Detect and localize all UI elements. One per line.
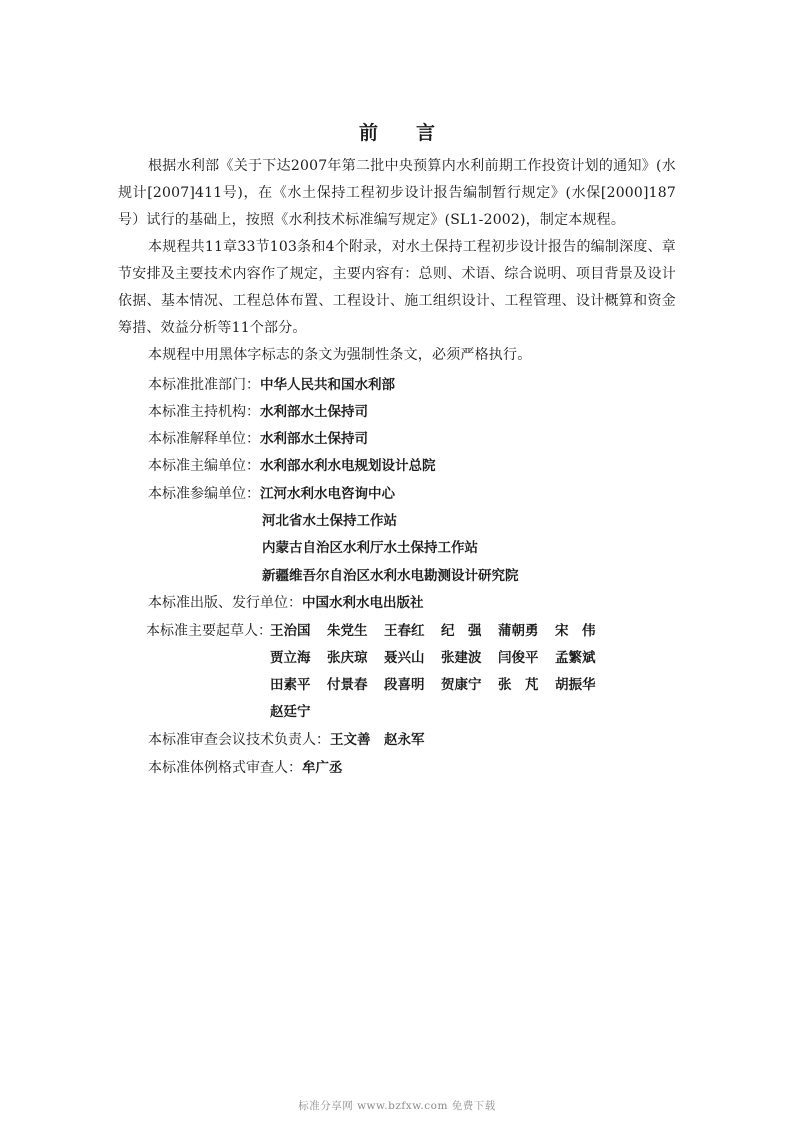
- drafter-name: 蒲朝勇: [498, 623, 539, 639]
- drafter-name: 付景春: [327, 677, 368, 693]
- participants-row: [148, 481, 395, 508]
- chief-editor-label: 本标准主编单位：: [148, 458, 260, 474]
- title-char-2: 言: [416, 122, 436, 144]
- participant-unit: 河北省水土保持工作站: [262, 513, 397, 529]
- drafter-name: 王春红: [384, 623, 425, 639]
- drafters-line: [270, 645, 612, 672]
- title-char-1: 前: [358, 122, 378, 144]
- footer-watermark: 标准分享网 www.bzfxw.com 免费下载: [298, 1100, 496, 1112]
- publisher-value: 中国水利水电出版社: [302, 595, 424, 611]
- drafter-name: 贺康宁: [441, 677, 482, 693]
- participant-unit: 新疆维吾尔自治区水利水电勘测设计研究院: [262, 568, 519, 584]
- page-title: [0, 118, 794, 145]
- paragraph-scope: 本规程共11章33节103条和4个附录，对水土保持工程初步设计报告的编制深度、章节安排及主要技术内容作了规定，主要内容有：总则、术语、综合说明、项目背景及设计依据、基本情况、工程总体布置、工程设计、施工组织设计、工程管理、设计概算和资金筹措、效益分析等11个部分。: [118, 239, 676, 336]
- format-reviewer-value: 牟广丞: [302, 760, 343, 776]
- drafters-line: [270, 699, 612, 726]
- drafter-name: 朱党生: [327, 623, 368, 639]
- drafter-name: 闫俊平: [498, 650, 539, 666]
- interpretation-value: 水利部水土保持司: [260, 431, 368, 447]
- approval-label: 本标准批准部门：: [148, 377, 260, 393]
- drafter-name: 田素平: [270, 677, 311, 693]
- format-reviewer-row: [148, 755, 343, 782]
- drafter-name: 段喜明: [384, 677, 425, 693]
- drafter-name: 赵廷宁: [270, 704, 311, 720]
- drafters-line: [270, 672, 612, 699]
- participant-unit: 江河水利水电咨询中心: [260, 486, 395, 502]
- host-row: [148, 399, 368, 426]
- publisher-label: 本标准出版、发行单位：: [148, 595, 302, 611]
- drafter-name: 王治国: [270, 623, 311, 639]
- review-lead-value: 王文善 赵永军: [330, 732, 425, 748]
- participants-label: 本标准参编单位：: [148, 486, 260, 502]
- publisher-row: [148, 590, 424, 617]
- drafter-name: 贾立海: [270, 650, 311, 666]
- drafters-list: [270, 618, 612, 726]
- review-lead-row: [148, 727, 425, 754]
- drafter-name: 张 芃: [498, 677, 539, 693]
- chief-editor-value: 水利部水利水电规划设计总院: [260, 458, 436, 474]
- chief-editor-row: [148, 453, 436, 480]
- drafter-name: 孟繁斌: [555, 650, 596, 666]
- review-lead-label: 本标准审查会议技术负责人：: [148, 732, 330, 748]
- host-label: 本标准主持机构：: [148, 404, 260, 420]
- drafter-name: 胡振华: [555, 677, 596, 693]
- drafter-name: 宋 伟: [555, 623, 596, 639]
- approval-value: 中华人民共和国水利部: [260, 377, 395, 393]
- drafters-line: [270, 618, 612, 645]
- drafter-name: 张庆琼: [327, 650, 368, 666]
- host-value: 水利部水土保持司: [260, 404, 368, 420]
- interpretation-row: [148, 426, 368, 453]
- interpretation-label: 本标准解释单位：: [148, 431, 260, 447]
- participant-unit: 内蒙古自治区水利厅水土保持工作站: [262, 540, 478, 556]
- approval-row: [148, 372, 395, 399]
- format-reviewer-label: 本标准体例格式审查人：: [148, 760, 302, 776]
- drafter-name: 聂兴山: [384, 650, 425, 666]
- drafters-label: 本标准主要起草人：: [146, 623, 272, 639]
- paragraph-mandatory: 本规程中用黑体字标志的条文为强制性条文，必须严格执行。: [148, 347, 532, 363]
- paragraph-background: 根据水利部《关于下达2007年第二批中央预算内水利前期工作投资计划的通知》(水规计[2007]411号)，在《水土保持工程初步设计报告编制暂行规定》(水保[2000]187号）试行的基础上，按照《水利技术标准编写规定》(SL1-2002)，制定本规程。: [118, 158, 676, 228]
- drafter-name: 张建波: [441, 650, 482, 666]
- drafter-name: 纪 强: [441, 623, 482, 639]
